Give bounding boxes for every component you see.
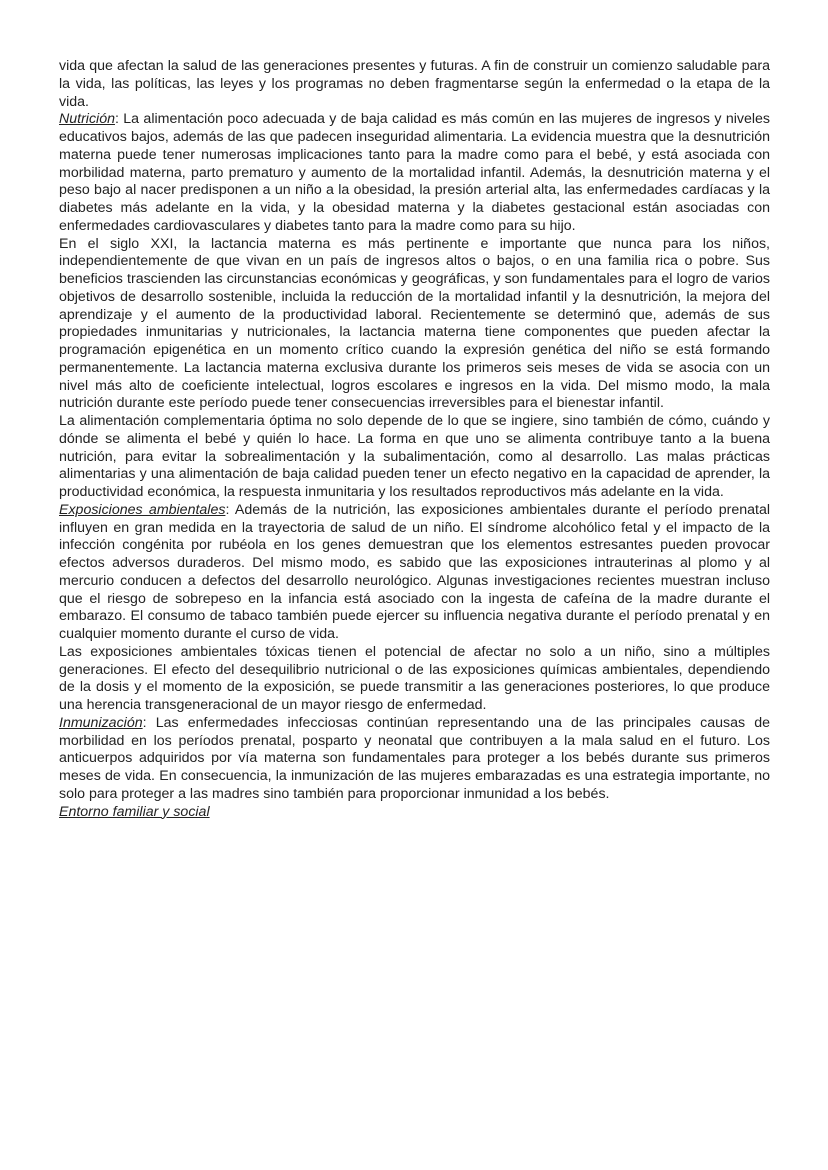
section-heading-exposiciones-ambientales: Exposiciones ambientales [59,501,226,518]
paragraph-exposiciones-ambientales [59,502,770,644]
paragraph-text: Las exposiciones ambientales tóxicas tienen el potencial de afectar no solo a un niño, sino a múltiples generaciones. El efecto del desequilibrio nutricional o de las exposiciones químicas ambientales, dependiendo de la dosis y el momento de la exposición, se puede transmitir a las generaciones posteriores, lo que produce una herencia transgeneracional de un mayor riesgo de enfermedad. [59,643,770,713]
paragraph-exposiciones-toxicas [59,644,770,715]
paragraph-text: La alimentación complementaria óptima no solo depende de lo que se ingiere, sino también de cómo, cuándo y dónde se alimenta el bebé y quién lo hace. La forma en que uno se alimenta contribuye tanto a la buena nutrición, para evitar la sobrealimentación y la subalimentación, como al desarrollo. Las malas prácticas alimentarias y una alimentación de baja calidad pueden tener un efecto negativo en la capacidad de aprender, la productividad económica, la respuesta inmunitaria y los resultados reproductivos más adelante en la vida. [59,413,770,500]
paragraph-text: : La alimentación poco adecuada y de baja calidad es más común en las mujeres de ingresos y niveles educativos bajos, además de las que padecen inseguridad alimentaria. La evidencia muestra que la desnutrición materna puede tener numerosas implicaciones tanto para la madre como para el bebé, y está asociada con morbilidad materna, parto prematuro y aumento de la mortalidad infantil. Además, la desnutrición materna y el peso bajo al nacer predisponen a un niño a la obesidad, la presión arterial alta, las enfermedades cardíacas y la diabetes más adelante en la vida, y la obesidad materna y la diabetes gestacional están asociadas con enfermedades cardiovasculares y diabetes tanto para la madre como para su hijo. [59,111,770,234]
paragraph-entorno-familiar [59,804,770,822]
paragraph-lactancia [59,236,770,414]
paragraph-text: : Además de la nutrición, las exposiciones ambientales durante el período prenatal influyen en gran medida en la trayectoria de salud de un niño. El síndrome alcohólico fetal y el impacto de la infección congénita por rubéola en los genes demuestran que los elementos estresantes pueden provocar efectos adversos duraderos. Del mismo modo, es sabido que las exposiciones intrauterinas al plomo y al mercurio conducen a defectos del desarrollo neurológico. Algunas investigaciones recientes muestran incluso que el riesgo de sobrepeso en la infancia está asociado con la ingesta de cafeína de la madre durante el embarazo. El consumo de tabaco también puede ejercer su influencia negativa durante el período prenatal y en cualquier momento durante el curso de vida. [59,501,770,642]
paragraph-nutricion [59,111,770,235]
paragraph-intro-continuation [59,58,770,111]
section-heading-entorno-familiar: Entorno familiar y social [59,803,210,820]
paragraph-inmunizacion [59,715,770,804]
document-page [59,58,770,821]
paragraph-text: En el siglo XXI, la lactancia materna es más pertinente e importante que nunca para los niños, independientemente de que vivan en un país de ingresos altos o bajos, o en una familia rica o pobre. Sus beneficios trascienden las circunstancias económicas y geográficas, y son fundamentales para el logro de varios objetivos de desarrollo sostenible, incluida la reducción de la mortalidad infantil y la desnutrición, la mejora del aprendizaje y el aumento de la productividad laboral. Recientemente se determinó que, además de sus propiedades inmunitarias y nutricionales, la lactancia materna tiene componentes que pueden afectar la programación epigenética en un momento crítico cuando la expresión genética del niño se está formando permanentemente. La lactancia materna exclusiva durante los primeros seis meses de vida se asocia con un nivel más alto de coeficiente intelectual, logros escolares e ingresos en la vida. Del mismo modo, la mala nutrición durante este período puede tener consecuencias irreversibles para el bienestar infantil. [59,235,770,412]
section-heading-inmunizacion: Inmunización [59,714,143,731]
paragraph-text: vida que afectan la salud de las generaciones presentes y futuras. A fin de construir un comienzo saludable para la vida, las políticas, las leyes y los programas no deben fragmentarse según la enfermedad o la etapa de la vida. [59,58,770,110]
section-heading-nutricion: Nutrición [59,111,115,128]
paragraph-text: : Las enfermedades infecciosas continúan representando una de las principales causas de morbilidad en los períodos prenatal, posparto y neonatal que contribuyen a la mala salud en el futuro. Los anticuerpos adquiridos por vía materna son fundamentales para proteger a los bebés durante sus primeros meses de vida. En consecuencia, la inmunización de las mujeres embarazadas es una estrategia importante, no solo para proteger a las madres sino también para proporcionar inmunidad a los bebés. [59,714,770,802]
paragraph-alimentacion-complementaria [59,413,770,502]
